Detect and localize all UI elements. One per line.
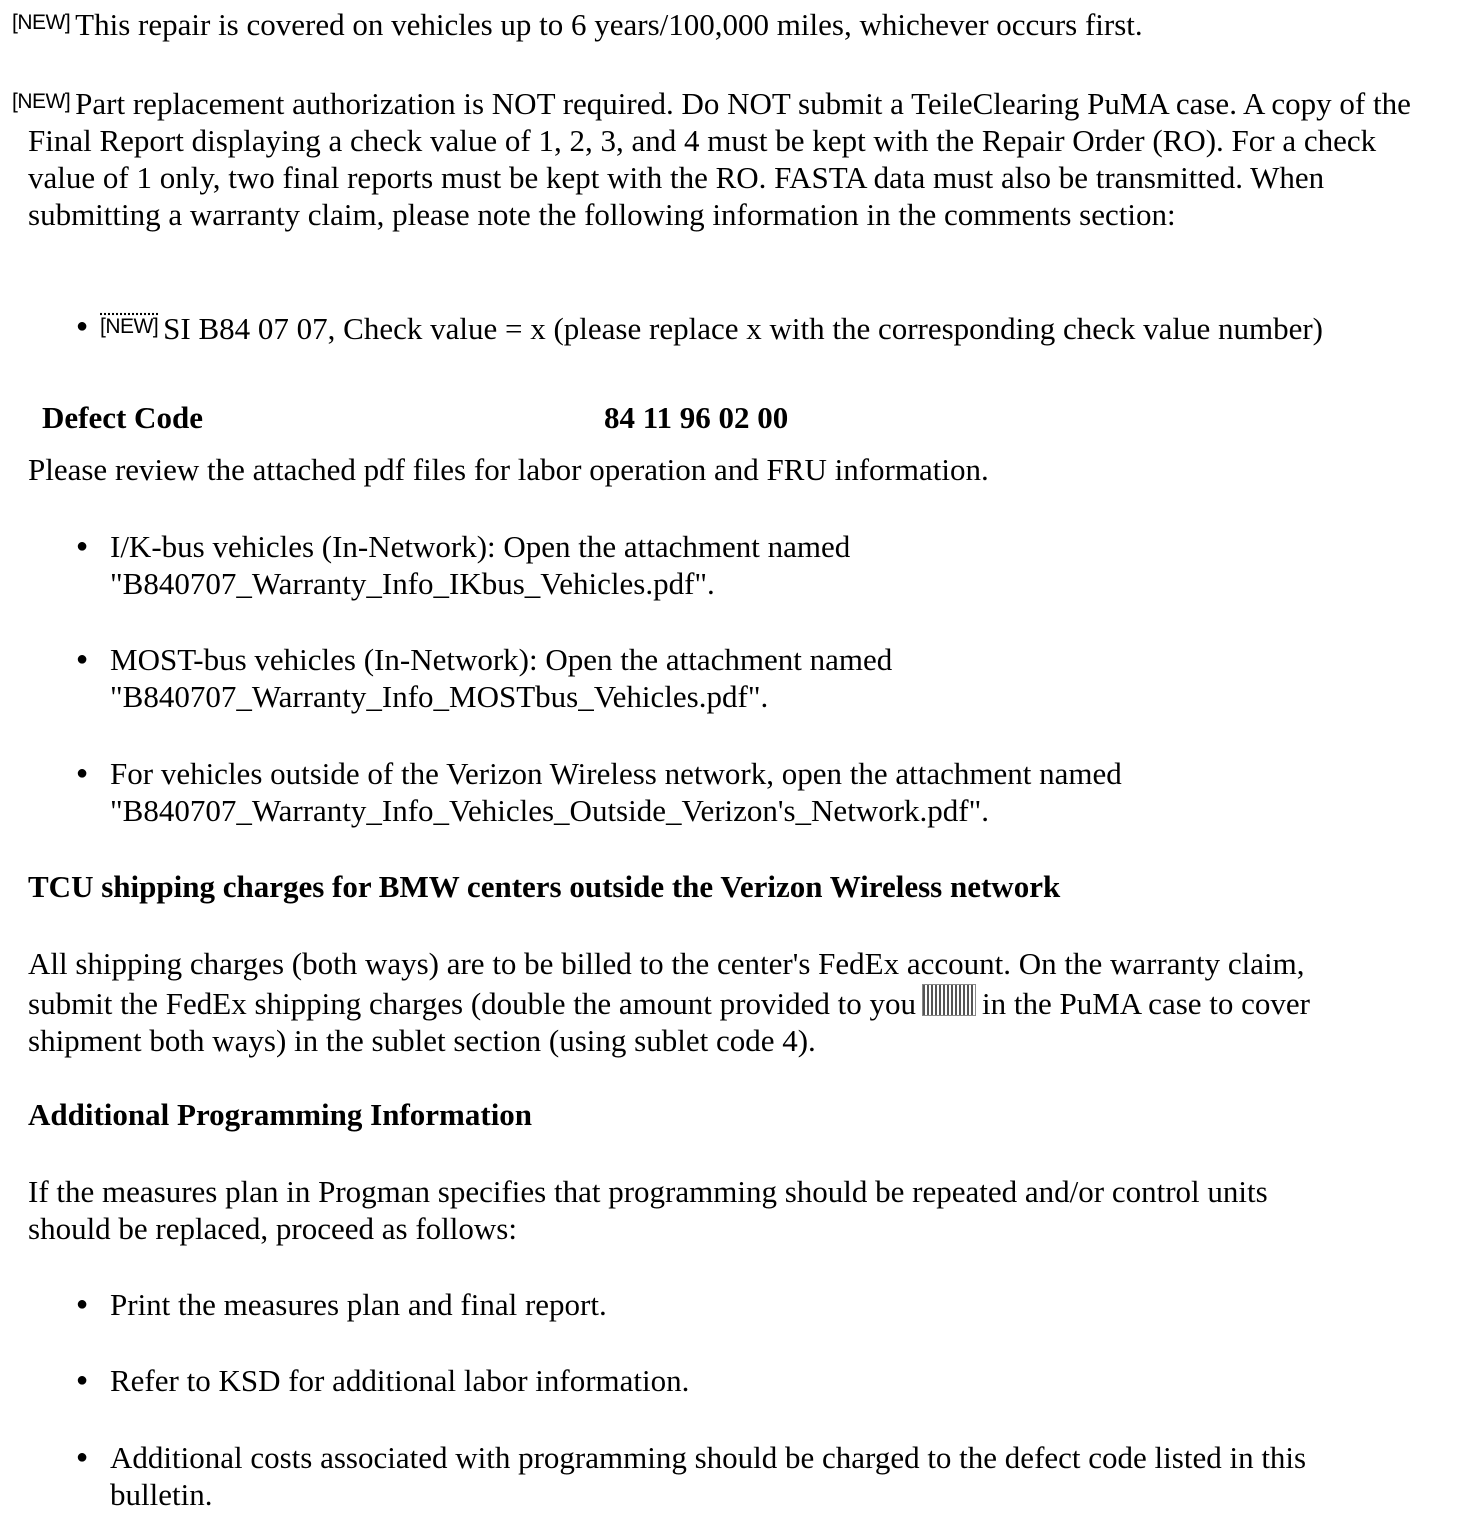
- bullet-icon: ●: [76, 535, 89, 557]
- attachment-filename: "B840707_Warranty_Info_IKbus_Vehicles.pdf".: [110, 566, 715, 601]
- shipping-paragraph: [28, 945, 1448, 1059]
- attachment-line: MOST-bus vehicles (In-Network): Open the attachment named: [110, 642, 893, 677]
- shipping-line: shipment both ways) in the sublet section (using sublet code 4).: [28, 1023, 816, 1058]
- new-tag: [NEW]: [12, 90, 71, 113]
- bullet-icon: ●: [76, 762, 89, 784]
- authorization-text: Part replacement authorization is NOT required. Do NOT submit a TeileClearing PuMA case. A copy of the Final Report displaying a check value of 1, 2, 3, and 4 must be kept with the Repair Order (RO). For a check value of 1 only, two final reports must be kept with the RO. FASTA data must also be transmitted. When submitting a warranty claim, please note the following information in the comments section:: [28, 86, 1411, 232]
- bullet-icon: ●: [76, 1446, 89, 1468]
- shipping-line: submit the FedEx shipping charges (double the amount provided to you in the PuMA case to cover: [28, 986, 1310, 1021]
- attachment-filename: "B840707_Warranty_Info_Vehicles_Outside_Verizon's_Network.pdf".: [110, 793, 989, 828]
- programming-heading: Additional Programming Information: [28, 1097, 533, 1132]
- shipping-line: All shipping charges (both ways) are to be billed to the center's FedEx account. On the warranty claim,: [28, 946, 1305, 981]
- programming-intro-line: If the measures plan in Progman specifies that programming should be repeated and/or control units: [28, 1174, 1268, 1209]
- authorization-paragraph: [12, 83, 1438, 233]
- programming-intro: [28, 1173, 1448, 1247]
- programming-intro-line: should be replaced, proceed as follows:: [28, 1211, 517, 1246]
- defect-code-value: 84 11 96 02 00: [604, 400, 789, 435]
- bullet-icon: ●: [76, 315, 89, 337]
- defect-code-label: Defect Code: [42, 400, 203, 435]
- coverage-paragraph: [12, 4, 1452, 43]
- coverage-text: This repair is covered on vehicles up to 6 years/100,000 miles, whichever occurs first.: [75, 7, 1143, 42]
- attachment-line: For vehicles outside of the Verizon Wireless network, open the attachment named: [110, 756, 1122, 791]
- defect-code-row: [0, 399, 1472, 436]
- bullet-icon: ●: [76, 1369, 89, 1391]
- comment-bullet-text: SI B84 07 07, Check value = x (please replace x with the corresponding check value number): [163, 311, 1323, 346]
- new-tag: [NEW]: [12, 11, 71, 34]
- attachments-intro: Please review the attached pdf files for labor operation and FRU information.: [28, 452, 989, 487]
- new-tag: [NEW]: [100, 315, 159, 338]
- bullet-icon: ●: [76, 648, 89, 670]
- bullet-icon: ●: [76, 1293, 89, 1315]
- attachment-filename: "B840707_Warranty_Info_MOSTbus_Vehicles.pdf".: [110, 679, 769, 714]
- shipping-heading: TCU shipping charges for BMW centers outside the Verizon Wireless network: [28, 869, 1061, 904]
- redaction-mark: [922, 984, 976, 1016]
- attachment-line: I/K-bus vehicles (In-Network): Open the attachment named: [110, 529, 851, 564]
